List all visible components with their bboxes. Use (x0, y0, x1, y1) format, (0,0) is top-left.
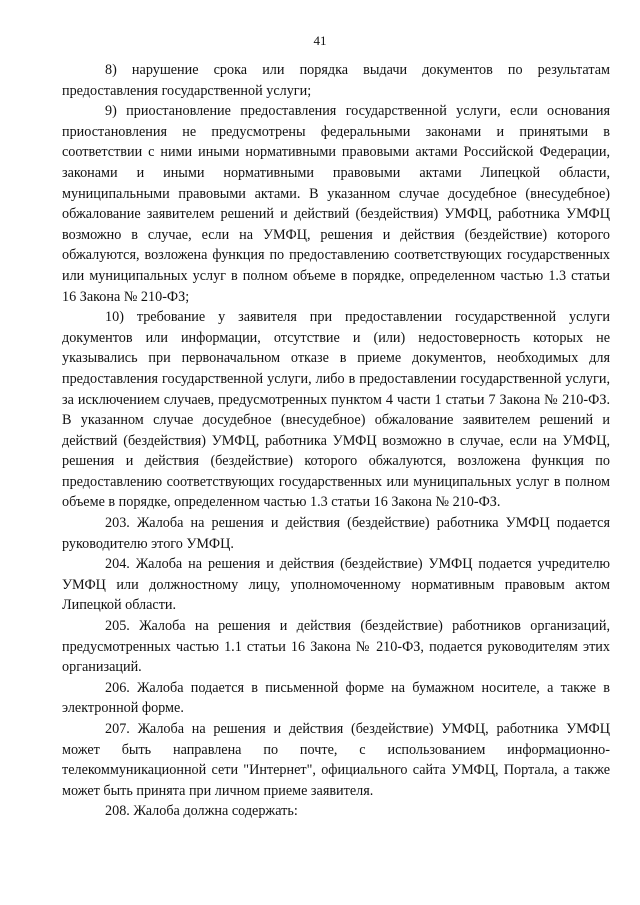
paragraph-item-8: 8) нарушение срока или порядка выдачи документов по результатам предоставления государственной услуги; (62, 62, 610, 99)
paragraph-clause-208: 208. Жалоба должна содержать: (105, 803, 298, 820)
paragraph-clause-206: 206. Жалоба подается в письменной форме на бумажном носителе, а также в электронной форме. (62, 679, 610, 717)
paragraph-item-9: 9) приостановление предоставления государственной услуги, если основания приостановления не предусмотрены федеральными законами и принятыми в соответствии с ними иными нормативными правовыми актами Российской Федерации, законами и иными нормативными правовыми актами Липецкой области, муниципальными правовыми актами. В указанном случае досудебное (внесудебное) обжалование заявителем решений и действий (бездействия) УМФЦ, работника УМФЦ возможно в случае, если на УМФЦ, решения и действия (бездействие) которого обжалуются, возложена функция по предоставлению соответствующих государственных или муниципальных услуг в полном объеме в порядке, определенном частью 1.3 статьи 16 Закона № 210-ФЗ; (62, 103, 610, 305)
paragraph-clause-203: 203. Жалоба на решения и действия (бездействие) работника УМФЦ подается руководителю этого УМФЦ. (62, 515, 610, 552)
page-number: 41 (313, 33, 327, 48)
document-body (62, 60, 610, 822)
paragraph-clause-205: 205. Жалоба на решения и действия (бездействие) работников организаций, предусмотренных частью 1.1 статьи 16 Закона № 210-ФЗ, подается руководителям этих организаций. (62, 618, 610, 676)
paragraph-item-10: 10) требование у заявителя при предоставлении государственной услуги документов или информации, отсутствие и (или) недостоверность которых не указывались при первоначальном отказе в приеме документов, необходимых для предоставления государственной услуги, либо в предоставлении государственной услуги, за исключением случаев, предусмотренных пунктом 4 части 1 статьи 7 Закона № 210-ФЗ. В указанном случае досудебное (внесудебное) обжалование заявителем решений и действий (бездействия) УМФЦ, работника УМФЦ возможно в случае, если на УМФЦ, решения и действия (бездействие) которого обжалуются, возложена функция по предоставлению соответствующих государственных или муниципальных услуг в полном объеме в порядке, определенном частью 1.3 статьи 16 Закона № 210-ФЗ. (62, 309, 610, 511)
paragraph-clause-204: 204. Жалоба на решения и действия (бездействие) УМФЦ подается учредителю УМФЦ или должностному лицу, уполномоченному нормативным правовым актом Липецкой области. (62, 556, 610, 614)
paragraph-clause-207: 207. Жалоба на решения и действия (бездействие) УМФЦ, работника УМФЦ может быть направлена по почте, с использованием информационно-телекоммуникационной сети "Интернет", официального сайта УМФЦ, Портала, а также может быть принята при личном приеме заявителя. (62, 721, 610, 799)
